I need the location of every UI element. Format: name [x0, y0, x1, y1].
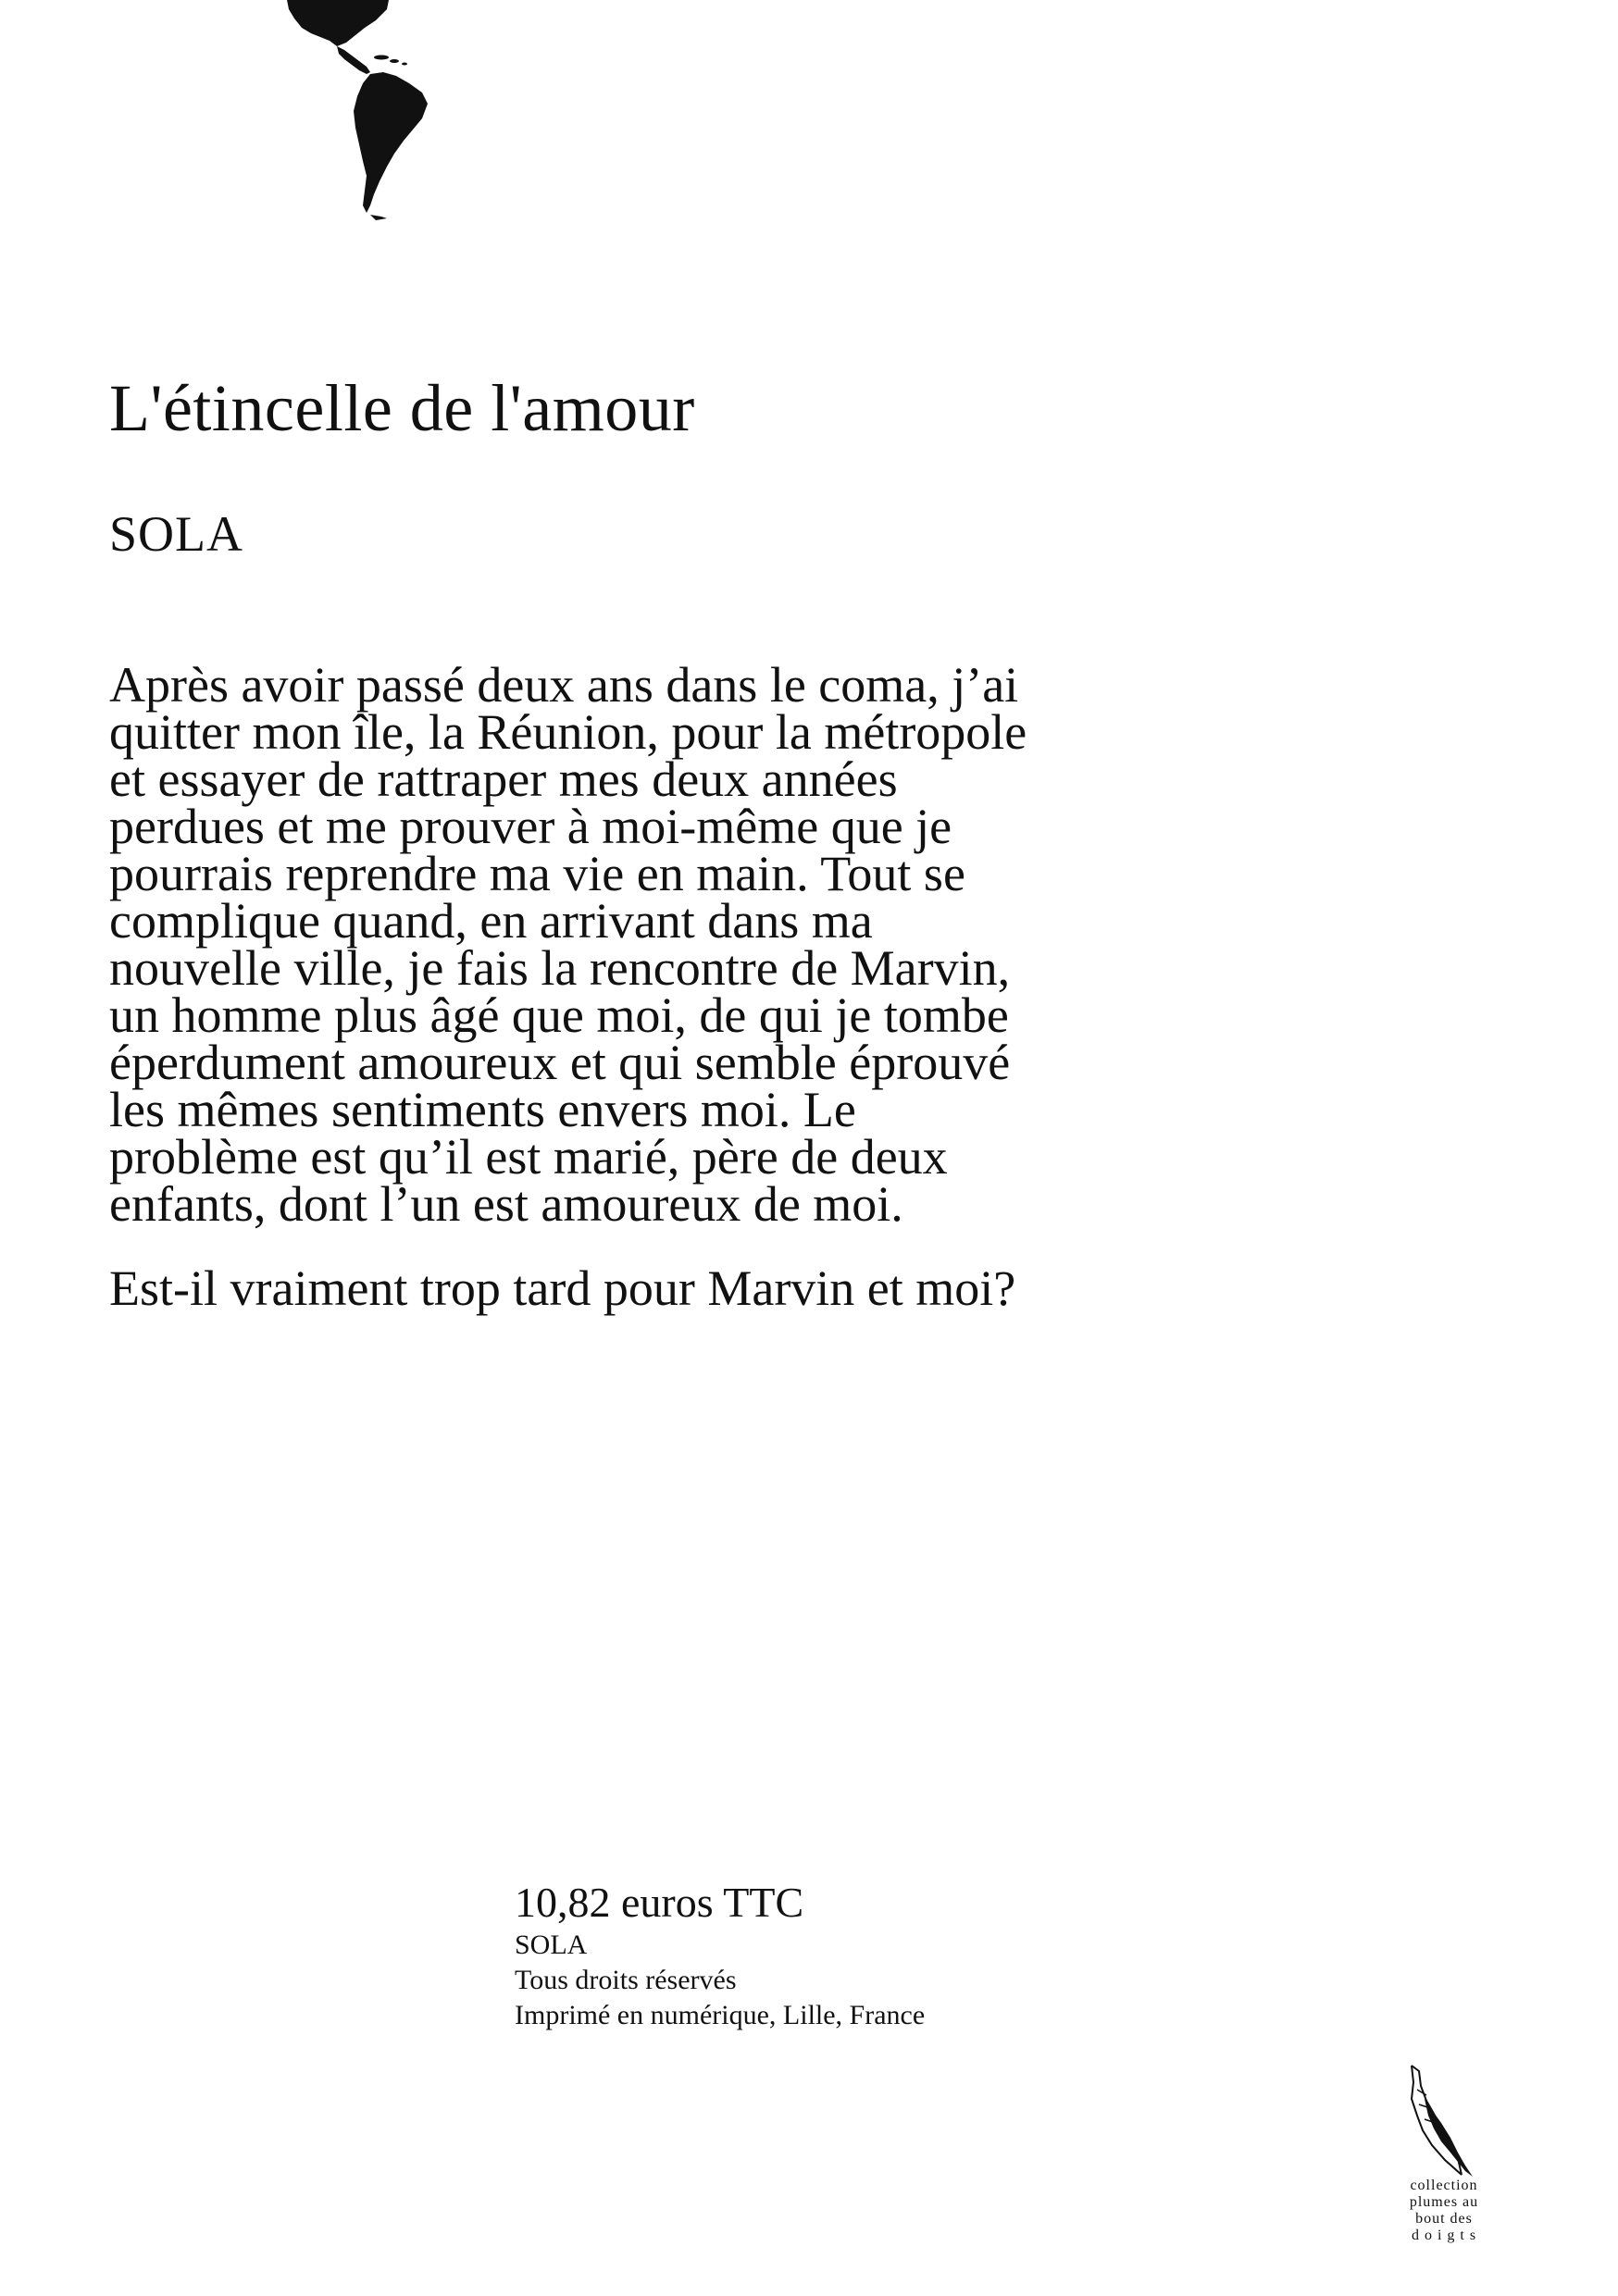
blurb-line: Après avoir passé deux ans dans le coma, j’ai	[109, 657, 1019, 713]
book-author: SOLA	[109, 506, 244, 562]
blurb-line: pourrais reprendre ma vie en main. Tout se	[109, 846, 965, 901]
blurb-line: enfants, dont l’un est amoureux de moi.	[109, 1176, 903, 1232]
blurb-line: et essayer de rattraper mes deux années	[109, 751, 898, 807]
imprint-author: SOLA	[515, 1930, 588, 1961]
print-location: Imprimé en numérique, Lille, France	[515, 2000, 926, 2031]
imprint-block	[515, 1877, 1163, 2033]
blurb-line: complique quand, en arrivant dans ma	[109, 893, 873, 949]
blurb-line: éperdument amoureux et qui semble éprouvé	[109, 1035, 1011, 1090]
blurb-line: un homme plus âgé que moi, de qui je tombe	[109, 987, 1009, 1043]
blurb-line: nouvelle ville, je fais la rencontre de Marvin,	[109, 940, 1011, 996]
blurb-line: problème est qu’il est marié, père de deux	[109, 1129, 948, 1185]
blurb-line: les mêmes sentiments envers moi. Le	[109, 1082, 856, 1137]
blurb-line: perdues et me prouver à moi-même que je	[109, 799, 952, 854]
blurb-line: quitter mon île, la Réunion, pour la métropole	[109, 704, 1027, 760]
americas-map-icon	[278, 0, 444, 222]
publisher-logo-text: collection plumes au bout des d o i g t s	[1409, 2178, 1479, 2243]
feather-quill-icon	[1404, 2062, 1478, 2178]
publisher-logo	[1393, 2062, 1495, 2243]
book-blurb	[109, 657, 1248, 1232]
rights-notice: Tous droits réservés	[515, 1965, 737, 1996]
blurb-question: Est-il vraiment trop tard pour Marvin et moi?	[109, 1260, 1016, 1316]
price: 10,82 euros TTC	[515, 1879, 804, 1926]
book-title: L'étincelle de l'amour	[109, 371, 695, 445]
